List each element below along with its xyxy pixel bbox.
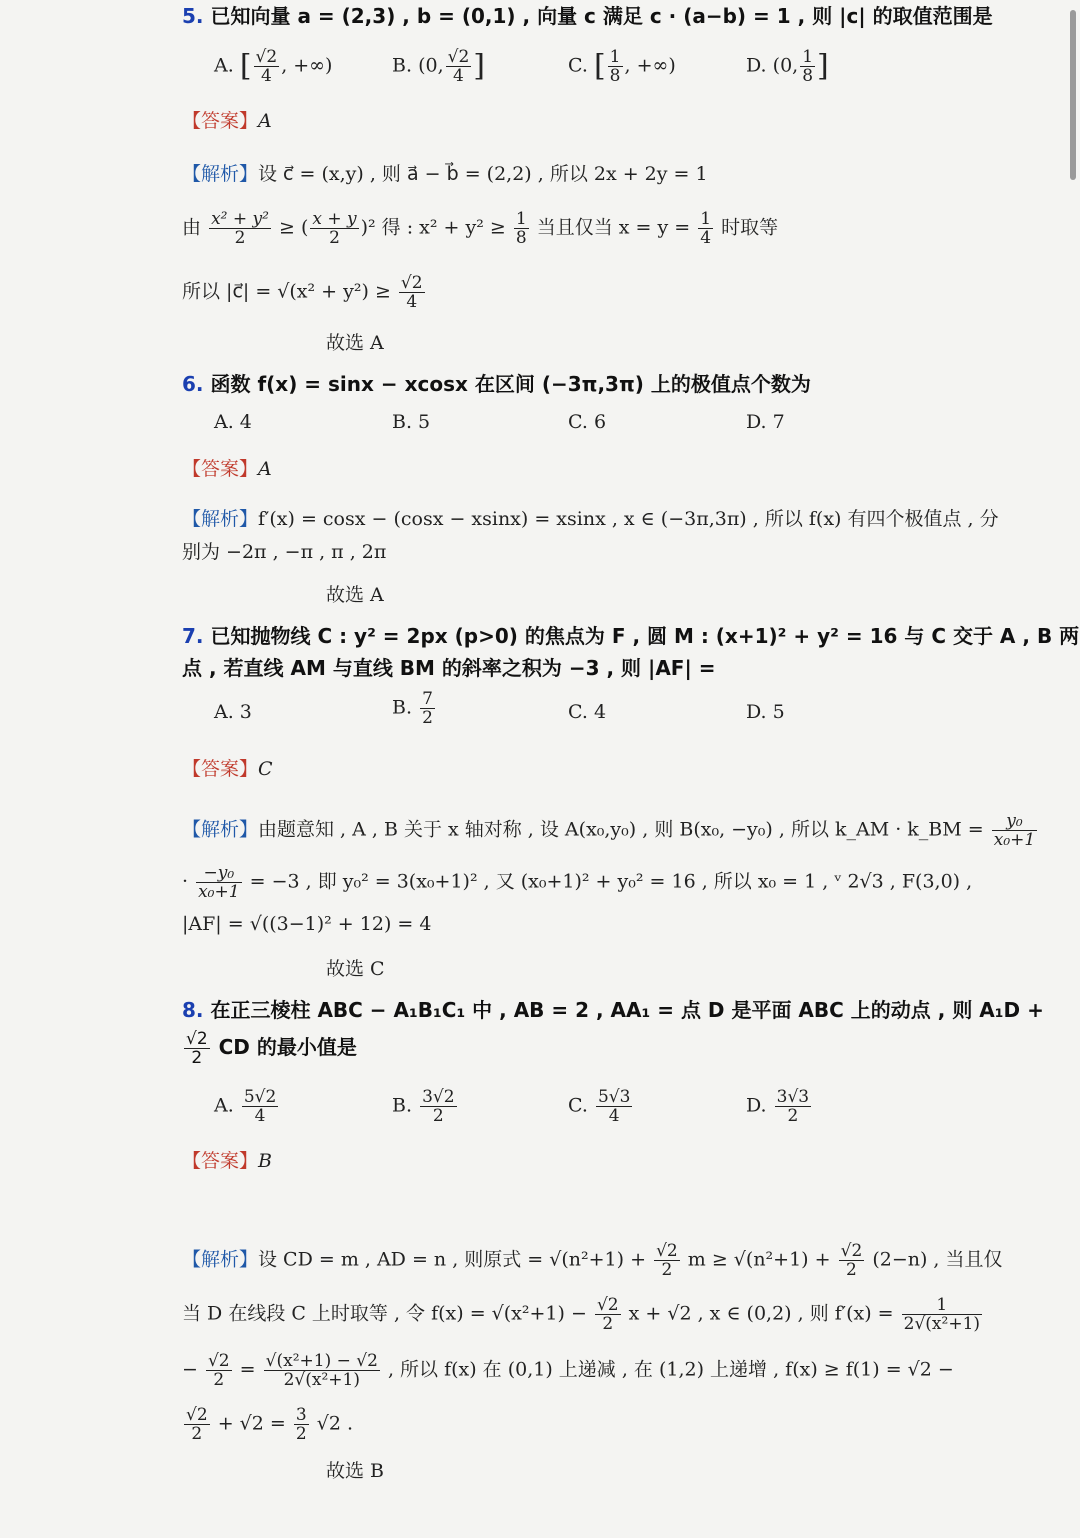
q6-answer-tag: 【答案】 — [182, 458, 259, 480]
q8-exp4-d2: 2 — [295, 1424, 307, 1444]
q8-b-num: 3√2 — [422, 1087, 455, 1107]
q8-exp2-d1: 2 — [602, 1314, 614, 1334]
q5-exp2-pre: 由 — [182, 216, 202, 239]
q6-answer-value: A — [258, 458, 272, 480]
q6-number: 6. — [182, 372, 204, 396]
q5-c-num: 1 — [609, 47, 621, 67]
q8-exp4-n1: √2 — [186, 1405, 208, 1425]
q5-exp2-mid2: )² 得 : x² + y² ≥ — [360, 216, 506, 239]
q8-exp1-a: 设 CD = m , AD = n , 则原式 = √(n²+1) + — [258, 1248, 647, 1271]
q5-exp2-f3d: 8 — [515, 228, 527, 248]
q5-b-num: √2 — [447, 47, 470, 67]
q5-a-num: √2 — [255, 47, 278, 67]
q8-exp2-b: x + √2 , x ∈ (0,2) , 则 f′(x) = — [628, 1302, 894, 1325]
q7-b-den: 2 — [422, 708, 433, 728]
q5-answer — [182, 106, 272, 133]
q5-d-num: 1 — [802, 47, 814, 67]
q8-b-den: 2 — [432, 1106, 444, 1126]
q7-option-b — [392, 690, 437, 727]
q8-stem2-text: CD 的最小值是 — [218, 1035, 357, 1059]
q8-stem-line-2 — [182, 1030, 357, 1067]
q6-option-d: D. 7 — [746, 411, 785, 433]
q8-exp2-d2: 2√(x²+1) — [903, 1314, 981, 1334]
q7-option-c: C. 4 — [568, 701, 607, 723]
q5-d-den: 8 — [802, 66, 814, 86]
q5-a-rest: , +∞) — [281, 54, 333, 77]
q5-exp2-f2n: x + y — [312, 209, 357, 229]
q8-stem2-num: √2 — [186, 1029, 208, 1049]
q8-exp1-d1: 2 — [661, 1260, 673, 1280]
q5-exp2-f4n: 1 — [700, 209, 712, 229]
q6-explanation-line-1 — [182, 505, 999, 533]
q5-b-den: 4 — [453, 66, 464, 86]
q7-exp2-num: −y₀ — [196, 864, 241, 883]
q5-exp2-mid: ≥ ( — [278, 216, 309, 239]
q8-exp3-n1: √2 — [207, 1351, 230, 1371]
q5-exp-tag: 【解析】 — [182, 163, 259, 185]
q5-exp2-f1n: x² + y² — [211, 209, 269, 229]
q8-explanation-line-1 — [182, 1242, 1003, 1279]
q8-exp2-a: 当 D 在线段 C 上时取等 , 令 f(x) = √(x²+1) − — [182, 1302, 587, 1325]
q7-number: 7. — [182, 624, 204, 648]
q8-answer-value: B — [258, 1150, 272, 1172]
q7-stem-line-1 — [182, 622, 1079, 650]
q8-exp3-d2: 2√(x²+1) — [283, 1370, 360, 1390]
q5-stem-text: 已知向量 a = (2,3) , b = (0,1) , 向量 c 满足 c · (a−b) = 1 , 则 |c| 的取值范围是 — [210, 4, 993, 28]
q6-option-a: A. 4 — [214, 411, 252, 433]
q8-option-b-label: B. — [392, 1094, 413, 1117]
q8-c-num: 5√3 — [597, 1087, 631, 1107]
q5-exp2-f3n: 1 — [515, 209, 527, 229]
q5-explanation-line-1 — [182, 160, 708, 188]
q7-option-a: A. 3 — [214, 701, 252, 723]
q6-stem-text: 函数 f(x) = sinx − xcosx 在区间 (−3π,3π) 上的极值点个数为 — [210, 372, 811, 396]
q7-exp2-pre: · — [182, 870, 189, 893]
q6-conclusion: 故选 A — [326, 584, 384, 606]
q5-option-d: D. (0, $\frac{1}{8}$ ] — [746, 47, 829, 86]
q8-option-d-label: D. — [746, 1094, 767, 1117]
q8-exp2-n1: √2 — [596, 1295, 619, 1315]
q6-stem — [182, 370, 811, 398]
q5-d-pre: (0, — [772, 54, 799, 77]
q6-explanation-line-2: 别为 −2π , −π , π , 2π — [182, 541, 387, 563]
q8-c-den: 4 — [608, 1106, 620, 1126]
q6-exp-tag: 【解析】 — [182, 508, 259, 530]
q8-explanation-line-2 — [182, 1296, 984, 1333]
q7-exp-tag: 【解析】 — [182, 818, 259, 841]
q8-exp3-c: , 所以 f(x) 在 (0,1) 上递减 , 在 (1,2) 上递增 , f(x) ≥ f(1) = √2 − — [387, 1358, 954, 1381]
q5-option-a: A. [ $\frac{√2}{4}$ , +∞) — [214, 47, 333, 86]
q8-d-den: 2 — [787, 1106, 799, 1126]
q5-explanation-line-3 — [182, 274, 427, 311]
q8-answer — [182, 1146, 272, 1173]
q8-stem2-den: 2 — [191, 1048, 203, 1068]
q5-number: 5. — [182, 4, 204, 28]
q7-stem1: 已知抛物线 C : y² = 2px (p>0) 的焦点为 F , 圆 M : (x+1)² + y² = 16 与 C 交于 A , B 两 — [210, 624, 1080, 648]
q8-exp1-n1: √2 — [656, 1241, 678, 1261]
q7-answer-tag: 【答案】 — [182, 758, 259, 780]
q8-answer-tag: 【答案】 — [182, 1150, 259, 1172]
q8-exp1-d2: 2 — [846, 1260, 857, 1280]
q8-option-d — [746, 1088, 813, 1125]
q5-option-b-label: B. — [392, 54, 413, 77]
q5-answer-tag: 【答案】 — [182, 110, 259, 132]
q8-conclusion: 故选 B — [326, 1460, 385, 1482]
q8-exp1-n2: √2 — [840, 1241, 863, 1261]
q7-explanation-line-1 — [182, 812, 1039, 849]
q8-exp4-n2: 3 — [295, 1405, 307, 1425]
q5-option-a-label: A. — [214, 54, 234, 77]
q7-answer-value: C — [258, 758, 273, 780]
q5-stem — [182, 2, 993, 30]
q5-exp1: 设 c⃗ = (x,y) , 则 a⃗ − b⃗ = (2,2) , 所以 2x + 2y = 1 — [258, 163, 708, 185]
q5-conclusion: 故选 A — [326, 332, 384, 354]
q7-exp2-den: x₀+1 — [198, 882, 240, 902]
q8-option-a-label: A. — [214, 1094, 234, 1117]
q5-exp2-f2d: 2 — [329, 228, 340, 248]
q8-exp2-n2: 1 — [902, 1296, 982, 1315]
q8-a-den: 4 — [254, 1106, 266, 1126]
q8-exp3-n2: √(x²+1) − √2 — [265, 1351, 378, 1371]
q8-explanation-line-4 — [182, 1406, 353, 1443]
q6-option-c: C. 6 — [568, 411, 607, 433]
q7-exp1-num: y₀ — [992, 812, 1037, 831]
q7-explanation-line-3: |AF| = √((3−1)² + 12) = 4 — [182, 913, 432, 935]
q7-explanation-line-2 — [182, 864, 972, 901]
q8-exp4-b: √2 . — [316, 1412, 354, 1435]
q6-answer — [182, 454, 272, 481]
q8-exp3-d1: 2 — [213, 1370, 225, 1390]
q8-d-num: 3√3 — [776, 1087, 810, 1107]
q8-option-b — [392, 1088, 459, 1125]
q5-c-rest: , +∞) — [624, 54, 676, 77]
q7-conclusion: 故选 C — [326, 958, 385, 980]
q5-b-pre: (0, — [418, 54, 444, 77]
q5-exp2-f4d: 4 — [700, 228, 712, 248]
q8-exp1-b: m ≥ √(n²+1) + — [687, 1248, 831, 1271]
q5-a-den: 4 — [260, 66, 272, 86]
q5-exp2-end: 时取等 — [721, 216, 779, 239]
q8-exp1-c: (2−n) , 当且仅 — [872, 1248, 1003, 1271]
q5-explanation-line-2 — [182, 210, 778, 247]
q8-exp4-a: + √2 = — [217, 1412, 286, 1435]
q5-c-den: 8 — [609, 66, 621, 86]
q5-exp2-mid3: 当且仅当 x = y = — [536, 216, 691, 239]
q5-answer-value: A — [258, 110, 272, 132]
q5-option-c: C. [ $\frac{1}{8}$ , +∞) — [568, 47, 676, 86]
q8-option-a — [214, 1088, 280, 1125]
q8-exp3-b: = — [239, 1358, 256, 1381]
q8-exp-tag: 【解析】 — [182, 1248, 259, 1271]
q7-option-d: D. 5 — [746, 701, 785, 723]
q8-number: 8. — [182, 998, 204, 1022]
q7-exp2-rest: = −3 , 即 y₀² = 3(x₀+1)² , 又 (x₀+1)² + y₀² = 16 , 所以 x₀ = 1 , ᵛ 2√3 , F(3,0) , — [249, 870, 973, 893]
q8-exp3-a: − — [182, 1358, 198, 1381]
q5-option-c-label: C. — [568, 54, 588, 77]
scrollbar[interactable] — [1070, 10, 1076, 180]
q7-answer — [182, 754, 273, 781]
q7-stem-line-2: 点 , 若直线 AM 与直线 BM 的斜率之积为 −3 , 则 |AF| = — [182, 656, 716, 680]
q7-exp1-den: x₀+1 — [993, 830, 1036, 850]
q8-stem-line-1 — [182, 996, 1044, 1024]
q5-option-d-label: D. — [746, 54, 767, 77]
q8-explanation-line-3 — [182, 1352, 954, 1389]
q7-b-num: 7 — [422, 689, 433, 709]
q8-exp4-d1: 2 — [191, 1424, 203, 1444]
q8-stem1: 在正三棱柱 ABC − A₁B₁C₁ 中 , AB = 2 , AA₁ = 点 D 是平面 ABC 上的动点 , 则 A₁D + — [210, 998, 1044, 1022]
q5-exp3-num: √2 — [400, 273, 423, 293]
q6-option-b: B. 5 — [392, 411, 431, 433]
q8-option-c-label: C. — [568, 1094, 588, 1117]
q8-a-num: 5√2 — [243, 1087, 277, 1107]
q5-exp3-pre: 所以 |c⃗| = √(x² + y²) ≥ — [182, 280, 391, 303]
q5-exp3-den: 4 — [406, 292, 418, 312]
q5-option-b: B. (0, $\frac{√2}{4}$ ] — [392, 47, 485, 86]
q6-exp1: f′(x) = cosx − (cosx − xsinx) = xsinx , x ∈ (−3π,3π) , 所以 f(x) 有四个极值点 , 分 — [258, 508, 999, 530]
q8-option-c — [568, 1088, 634, 1125]
q7-exp1: 由题意知 , A , B 关于 x 轴对称 , 设 A(x₀,y₀) , 则 B(x₀, −y₀) , 所以 k_AM · k_BM = — [258, 818, 984, 841]
q7-option-b-label: B. — [392, 696, 413, 719]
q5-exp2-f1d: 2 — [234, 228, 246, 248]
